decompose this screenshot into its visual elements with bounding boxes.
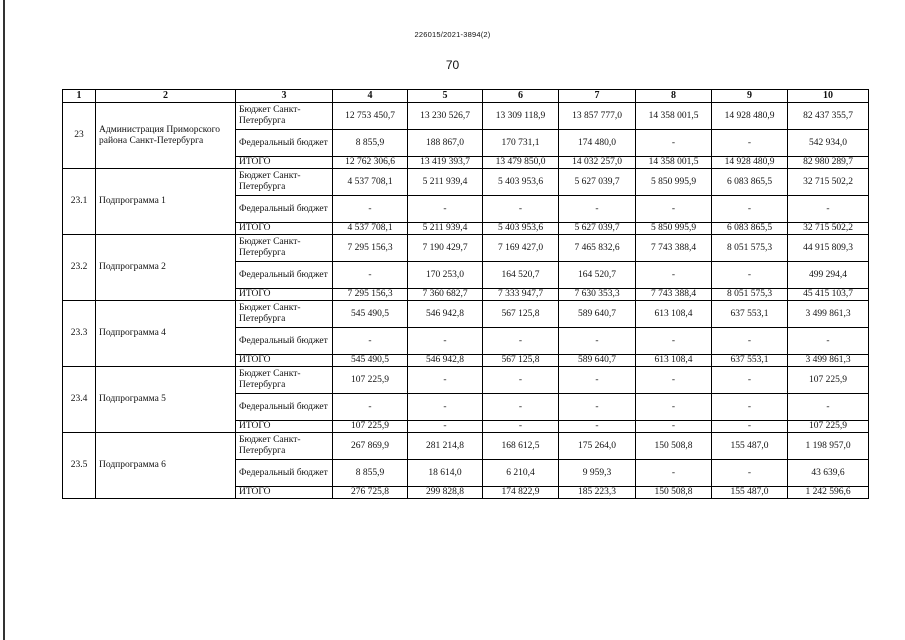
table-row (63, 169, 869, 196)
value-cell-col-10: 3 499 861,3 (788, 301, 869, 328)
value-cell-col-8: 14 358 001,5 (636, 157, 712, 169)
document-code: 226015/2021-3894(2) (414, 30, 491, 39)
value-cell-col-7: 174 480,0 (559, 130, 636, 157)
value-cell-col-7: 13 857 777,0 (559, 103, 636, 130)
funding-source-cell: Федеральный бюджет (236, 460, 333, 487)
value-cell-col-4: - (333, 394, 408, 421)
value-cell-col-4: - (333, 262, 408, 289)
value-cell-col-7: 7 465 832,6 (559, 235, 636, 262)
value-cell-col-10: 3 499 861,3 (788, 355, 869, 367)
value-cell-col-9: - (712, 460, 788, 487)
column-header-9: 9 (712, 90, 788, 103)
value-cell-col-7: 7 630 353,3 (559, 289, 636, 301)
funding-source-cell: Бюджет Санкт-Петербурга (236, 169, 333, 196)
value-cell-col-7: 14 032 257,0 (559, 157, 636, 169)
column-header-10: 10 (788, 90, 869, 103)
value-cell-col-8: 613 108,4 (636, 355, 712, 367)
column-header-6: 6 (483, 90, 559, 103)
program-name-cell: Подпрограмма 5 (96, 367, 236, 433)
value-cell-col-9: - (712, 328, 788, 355)
funding-source-cell: Бюджет Санкт-Петербурга (236, 433, 333, 460)
value-cell-col-5: - (408, 328, 483, 355)
value-cell-col-10: 32 715 502,2 (788, 169, 869, 196)
value-cell-col-7: 9 959,3 (559, 460, 636, 487)
budget-table (62, 89, 869, 499)
scan-edge-line (3, 0, 5, 640)
value-cell-col-4: 12 753 450,7 (333, 103, 408, 130)
value-cell-col-6: 7 333 947,7 (483, 289, 559, 301)
value-cell-col-10: 107 225,9 (788, 421, 869, 433)
value-cell-col-7: 5 627 039,7 (559, 169, 636, 196)
value-cell-col-6: 168 612,5 (483, 433, 559, 460)
value-cell-col-10: 499 294,4 (788, 262, 869, 289)
value-cell-col-6: 567 125,8 (483, 355, 559, 367)
value-cell-col-8: - (636, 394, 712, 421)
value-cell-col-8: 5 850 995,9 (636, 169, 712, 196)
value-cell-col-9: - (712, 394, 788, 421)
table-row (63, 367, 869, 394)
value-cell-col-10: 1 198 957,0 (788, 433, 869, 460)
value-cell-col-5: 5 211 939,4 (408, 169, 483, 196)
value-cell-col-5: 546 942,8 (408, 355, 483, 367)
value-cell-col-8: - (636, 130, 712, 157)
funding-source-cell: Федеральный бюджет (236, 394, 333, 421)
value-cell-col-10: 82 980 289,7 (788, 157, 869, 169)
column-header-4: 4 (333, 90, 408, 103)
funding-source-cell: Бюджет Санкт-Петербурга (236, 103, 333, 130)
column-header-8: 8 (636, 90, 712, 103)
value-cell-col-6: - (483, 196, 559, 223)
value-cell-col-8: - (636, 262, 712, 289)
column-header-7: 7 (559, 90, 636, 103)
value-cell-col-5: 281 214,8 (408, 433, 483, 460)
value-cell-col-4: 107 225,9 (333, 367, 408, 394)
value-cell-col-5: 13 230 526,7 (408, 103, 483, 130)
value-cell-col-8: 7 743 388,4 (636, 289, 712, 301)
value-cell-col-5: - (408, 394, 483, 421)
value-cell-col-5: 7 360 682,7 (408, 289, 483, 301)
column-header-3: 3 (236, 90, 333, 103)
funding-source-cell: ИТОГО (236, 157, 333, 169)
value-cell-col-8: - (636, 367, 712, 394)
value-cell-col-10: 43 639,6 (788, 460, 869, 487)
program-name-cell: Подпрограмма 1 (96, 169, 236, 235)
value-cell-col-6: - (483, 328, 559, 355)
value-cell-col-6: - (483, 394, 559, 421)
value-cell-col-7: 164 520,7 (559, 262, 636, 289)
program-name-cell: Подпрограмма 2 (96, 235, 236, 301)
table-row (63, 103, 869, 130)
funding-source-cell: Федеральный бюджет (236, 196, 333, 223)
value-cell-col-8: - (636, 196, 712, 223)
value-cell-col-4: 8 855,9 (333, 130, 408, 157)
value-cell-col-10: 82 437 355,7 (788, 103, 869, 130)
value-cell-col-10: 45 415 103,7 (788, 289, 869, 301)
value-cell-col-9: 155 487,0 (712, 487, 788, 499)
funding-source-cell: ИТОГО (236, 487, 333, 499)
value-cell-col-5: - (408, 421, 483, 433)
value-cell-col-4: 7 295 156,3 (333, 289, 408, 301)
value-cell-col-6: 174 822,9 (483, 487, 559, 499)
value-cell-col-9: 637 553,1 (712, 355, 788, 367)
value-cell-col-9: 14 928 480,9 (712, 103, 788, 130)
row-index-cell: 23.2 (63, 235, 96, 301)
row-index-cell: 23.4 (63, 367, 96, 433)
table-row (63, 433, 869, 460)
funding-source-cell: Бюджет Санкт-Петербурга (236, 235, 333, 262)
value-cell-col-6: - (483, 421, 559, 433)
value-cell-col-6: 13 479 850,0 (483, 157, 559, 169)
value-cell-col-8: - (636, 421, 712, 433)
program-name-cell: Администрация Приморского района Санкт-Петербурга (96, 103, 236, 169)
value-cell-col-5: 5 211 939,4 (408, 223, 483, 235)
table-body (63, 103, 869, 499)
funding-source-cell: ИТОГО (236, 421, 333, 433)
funding-source-cell: ИТОГО (236, 223, 333, 235)
value-cell-col-7: 185 223,3 (559, 487, 636, 499)
program-name-cell: Подпрограмма 4 (96, 301, 236, 367)
funding-source-cell: ИТОГО (236, 355, 333, 367)
value-cell-col-7: - (559, 367, 636, 394)
value-cell-col-10: 44 915 809,3 (788, 235, 869, 262)
column-header-2: 2 (96, 90, 236, 103)
value-cell-col-5: - (408, 196, 483, 223)
value-cell-col-7: 589 640,7 (559, 301, 636, 328)
value-cell-col-8: 150 508,8 (636, 487, 712, 499)
value-cell-col-10: - (788, 394, 869, 421)
value-cell-col-10: - (788, 196, 869, 223)
funding-source-cell: Федеральный бюджет (236, 262, 333, 289)
value-cell-col-6: 567 125,8 (483, 301, 559, 328)
value-cell-col-9: - (712, 262, 788, 289)
value-cell-col-9: - (712, 367, 788, 394)
value-cell-col-6: 5 403 953,6 (483, 223, 559, 235)
column-header-5: 5 (408, 90, 483, 103)
value-cell-col-8: - (636, 460, 712, 487)
value-cell-col-6: - (483, 367, 559, 394)
value-cell-col-9: 14 928 480,9 (712, 157, 788, 169)
value-cell-col-6: 164 520,7 (483, 262, 559, 289)
value-cell-col-8: 7 743 388,4 (636, 235, 712, 262)
value-cell-col-4: 7 295 156,3 (333, 235, 408, 262)
value-cell-col-6: 13 309 118,9 (483, 103, 559, 130)
table-row (63, 301, 869, 328)
value-cell-col-7: - (559, 394, 636, 421)
value-cell-col-7: - (559, 421, 636, 433)
value-cell-col-4: 107 225,9 (333, 421, 408, 433)
value-cell-col-8: - (636, 328, 712, 355)
funding-source-cell: Бюджет Санкт-Петербурга (236, 367, 333, 394)
table-header-row (63, 90, 869, 103)
value-cell-col-4: 4 537 708,1 (333, 169, 408, 196)
value-cell-col-5: 7 190 429,7 (408, 235, 483, 262)
funding-source-cell: Федеральный бюджет (236, 130, 333, 157)
value-cell-col-5: 188 867,0 (408, 130, 483, 157)
row-index-cell: 23 (63, 103, 96, 169)
page-number: 70 (445, 58, 460, 72)
value-cell-col-6: 7 169 427,0 (483, 235, 559, 262)
value-cell-col-4: 545 490,5 (333, 301, 408, 328)
value-cell-col-4: - (333, 328, 408, 355)
value-cell-col-8: 613 108,4 (636, 301, 712, 328)
row-index-cell: 23.5 (63, 433, 96, 499)
value-cell-col-4: 267 869,9 (333, 433, 408, 460)
value-cell-col-9: - (712, 196, 788, 223)
value-cell-col-5: 546 942,8 (408, 301, 483, 328)
funding-source-cell: Федеральный бюджет (236, 328, 333, 355)
value-cell-col-10: 542 934,0 (788, 130, 869, 157)
funding-source-cell: ИТОГО (236, 289, 333, 301)
table-row (63, 235, 869, 262)
column-header-1: 1 (63, 90, 96, 103)
value-cell-col-4: 276 725,8 (333, 487, 408, 499)
program-name-cell: Подпрограмма 6 (96, 433, 236, 499)
value-cell-col-8: 5 850 995,9 (636, 223, 712, 235)
value-cell-col-5: 170 253,0 (408, 262, 483, 289)
value-cell-col-4: 8 855,9 (333, 460, 408, 487)
value-cell-col-9: 8 051 575,3 (712, 289, 788, 301)
value-cell-col-10: 107 225,9 (788, 367, 869, 394)
value-cell-col-9: 637 553,1 (712, 301, 788, 328)
value-cell-col-4: 12 762 306,6 (333, 157, 408, 169)
value-cell-col-5: 18 614,0 (408, 460, 483, 487)
value-cell-col-7: 5 627 039,7 (559, 223, 636, 235)
value-cell-col-7: - (559, 328, 636, 355)
value-cell-col-5: 299 828,8 (408, 487, 483, 499)
value-cell-col-9: - (712, 421, 788, 433)
value-cell-col-5: - (408, 367, 483, 394)
value-cell-col-4: - (333, 196, 408, 223)
value-cell-col-8: 14 358 001,5 (636, 103, 712, 130)
value-cell-col-9: 6 083 865,5 (712, 169, 788, 196)
value-cell-col-9: 155 487,0 (712, 433, 788, 460)
value-cell-col-10: 32 715 502,2 (788, 223, 869, 235)
value-cell-col-6: 170 731,1 (483, 130, 559, 157)
value-cell-col-6: 5 403 953,6 (483, 169, 559, 196)
value-cell-col-9: - (712, 130, 788, 157)
value-cell-col-5: 13 419 393,7 (408, 157, 483, 169)
row-index-cell: 23.1 (63, 169, 96, 235)
value-cell-col-10: 1 242 596,6 (788, 487, 869, 499)
value-cell-col-6: 6 210,4 (483, 460, 559, 487)
value-cell-col-7: 589 640,7 (559, 355, 636, 367)
value-cell-col-7: - (559, 196, 636, 223)
value-cell-col-9: 8 051 575,3 (712, 235, 788, 262)
value-cell-col-9: 6 083 865,5 (712, 223, 788, 235)
value-cell-col-8: 150 508,8 (636, 433, 712, 460)
row-index-cell: 23.3 (63, 301, 96, 367)
value-cell-col-4: 4 537 708,1 (333, 223, 408, 235)
value-cell-col-4: 545 490,5 (333, 355, 408, 367)
funding-source-cell: Бюджет Санкт-Петербурга (236, 301, 333, 328)
value-cell-col-7: 175 264,0 (559, 433, 636, 460)
value-cell-col-10: - (788, 328, 869, 355)
